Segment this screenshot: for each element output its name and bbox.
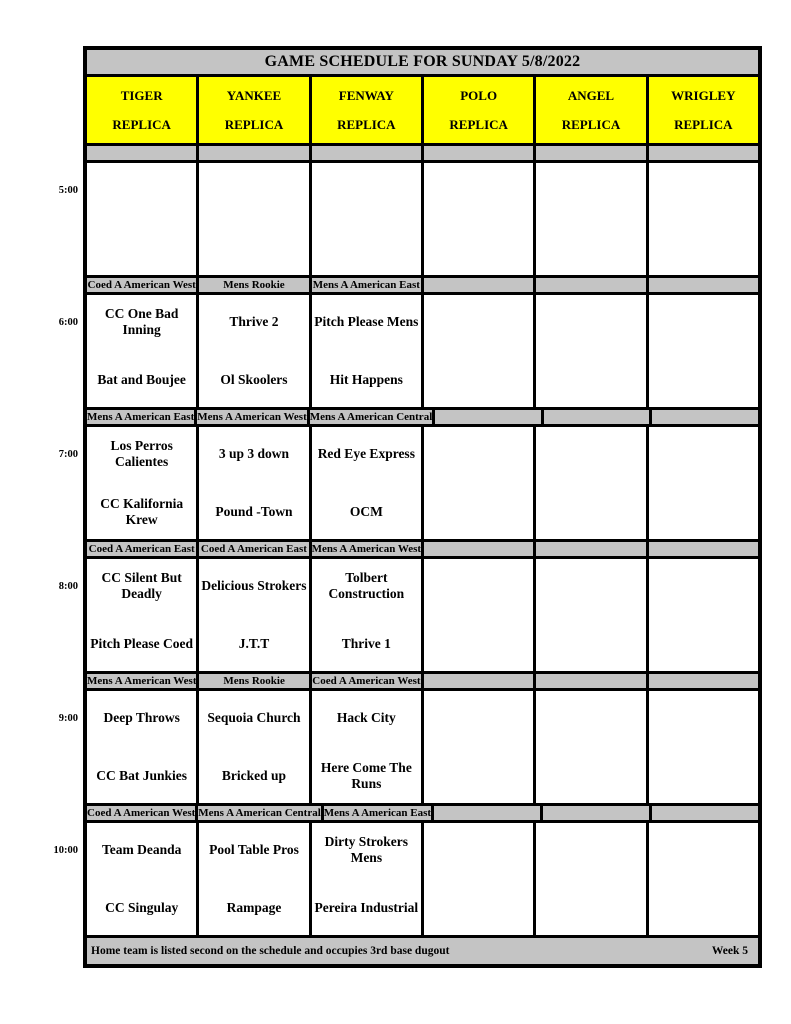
division-label bbox=[652, 806, 758, 820]
home-team bbox=[89, 229, 194, 267]
home-team: Hit Happens bbox=[329, 372, 403, 388]
home-team bbox=[651, 889, 756, 927]
home-team: Pitch Please Coed bbox=[90, 636, 194, 652]
division-label bbox=[424, 278, 533, 292]
away-team: Pitch Please Mens bbox=[314, 314, 419, 330]
game-cell bbox=[87, 427, 196, 539]
game-cell bbox=[649, 163, 758, 275]
division-label bbox=[312, 146, 421, 160]
home-team bbox=[426, 493, 531, 531]
game-cell bbox=[312, 559, 421, 671]
field-type: REPLICA bbox=[449, 116, 508, 132]
time-label: 10:00 bbox=[53, 845, 78, 856]
time-label: 8:00 bbox=[58, 581, 78, 592]
division-label bbox=[536, 674, 645, 688]
division-label bbox=[649, 278, 758, 292]
field-name: POLO bbox=[460, 87, 498, 103]
away-team bbox=[426, 567, 531, 605]
division-strip-row bbox=[87, 806, 758, 820]
away-team bbox=[426, 699, 531, 737]
game-cell bbox=[536, 427, 645, 539]
field-name: ANGEL bbox=[567, 87, 615, 103]
away-team: Red Eye Express bbox=[317, 446, 415, 462]
game-row-500 bbox=[58, 163, 758, 275]
time-label: 7:00 bbox=[58, 449, 78, 460]
home-team bbox=[538, 757, 643, 795]
home-team bbox=[538, 229, 643, 267]
away-team bbox=[538, 699, 643, 737]
game-cell bbox=[424, 295, 533, 407]
game-cell bbox=[312, 163, 421, 275]
away-team: Tolbert Construction bbox=[328, 570, 405, 601]
division-strip-row bbox=[87, 410, 758, 424]
footer-bar bbox=[87, 938, 758, 964]
away-team bbox=[651, 171, 756, 209]
home-team: Thrive 1 bbox=[341, 636, 391, 652]
home-team bbox=[426, 361, 531, 399]
division-label bbox=[543, 806, 649, 820]
home-team: OCM bbox=[349, 504, 383, 520]
division-strip-row bbox=[87, 146, 758, 160]
home-team bbox=[426, 757, 531, 795]
away-team bbox=[538, 171, 643, 209]
field-type: REPLICA bbox=[112, 116, 171, 132]
game-cell bbox=[199, 823, 308, 935]
game-cell bbox=[424, 427, 533, 539]
division-label: Mens A American West bbox=[311, 542, 422, 555]
home-team: CC Singulay bbox=[105, 900, 179, 916]
home-team bbox=[538, 361, 643, 399]
field-type: REPLICA bbox=[337, 116, 396, 132]
game-cell bbox=[87, 163, 196, 275]
division-strip-row bbox=[87, 542, 758, 556]
division-label: Coed A American West bbox=[87, 806, 196, 819]
away-team bbox=[651, 831, 756, 869]
game-cell bbox=[312, 691, 421, 803]
game-cell bbox=[312, 295, 421, 407]
home-team bbox=[201, 229, 306, 267]
division-label: Coed A American West bbox=[87, 278, 196, 291]
game-cell bbox=[199, 691, 308, 803]
division-label: Mens A American West bbox=[87, 674, 197, 687]
division-label bbox=[424, 674, 533, 688]
away-team: CC One Bad Inning bbox=[104, 306, 179, 337]
away-team: Dirty Strokers Mens bbox=[324, 834, 409, 865]
time-label: 5:00 bbox=[58, 185, 78, 196]
field-name: FENWAY bbox=[338, 87, 394, 103]
home-team bbox=[538, 625, 643, 663]
game-cell bbox=[649, 559, 758, 671]
division-label: Mens A American East bbox=[323, 806, 432, 819]
game-row-600 bbox=[58, 295, 758, 407]
field-type: REPLICA bbox=[224, 116, 284, 132]
division-label: Mens Rookie bbox=[199, 674, 308, 688]
away-team bbox=[651, 303, 756, 341]
away-team bbox=[89, 171, 194, 209]
field-header-row bbox=[87, 77, 758, 143]
away-team bbox=[426, 831, 531, 869]
home-team: Ol Skoolers bbox=[220, 372, 288, 388]
away-team: Pool Table Pros bbox=[209, 842, 299, 858]
home-team: Pereira Industrial bbox=[314, 900, 419, 916]
field-name: WRIGLEY bbox=[671, 87, 736, 103]
footer-week: Week 5 bbox=[711, 945, 748, 957]
away-team bbox=[651, 567, 756, 605]
away-team: Team Deanda bbox=[101, 842, 182, 858]
away-team bbox=[201, 171, 306, 209]
away-team bbox=[538, 435, 643, 473]
field-name: YANKEE bbox=[226, 87, 282, 103]
away-team: CC Silent But Deadly bbox=[101, 570, 182, 601]
division-label bbox=[424, 542, 533, 556]
game-cell bbox=[87, 691, 196, 803]
away-team: Los Perros Calientes bbox=[110, 438, 173, 469]
division-label bbox=[649, 146, 758, 160]
away-team bbox=[426, 435, 531, 473]
game-cell bbox=[199, 295, 308, 407]
division-label: Mens A American West bbox=[197, 410, 307, 423]
division-label: Mens A American Central bbox=[198, 806, 321, 819]
game-cell bbox=[424, 823, 533, 935]
home-team: CC Bat Junkies bbox=[96, 768, 188, 784]
division-label bbox=[536, 278, 645, 292]
game-cell bbox=[424, 559, 533, 671]
home-team: J.T.T bbox=[238, 636, 270, 652]
away-team: Hack City bbox=[336, 710, 396, 726]
home-team bbox=[538, 493, 643, 531]
field-type: REPLICA bbox=[674, 116, 733, 132]
away-team bbox=[538, 303, 643, 341]
division-label: Mens A American East bbox=[312, 278, 420, 291]
away-team bbox=[314, 171, 419, 209]
away-team bbox=[651, 435, 756, 473]
game-cell bbox=[199, 559, 308, 671]
game-cell bbox=[649, 691, 758, 803]
field-header-wrigley bbox=[649, 77, 758, 143]
home-team bbox=[651, 625, 756, 663]
game-cell bbox=[649, 823, 758, 935]
field-type: REPLICA bbox=[561, 116, 621, 132]
game-cell bbox=[312, 427, 421, 539]
away-team bbox=[538, 567, 643, 605]
division-label: Mens A American East bbox=[87, 410, 195, 423]
game-row-900 bbox=[58, 691, 758, 803]
division-label: Mens Rookie bbox=[199, 278, 308, 292]
field-header-fenway bbox=[312, 77, 421, 143]
home-team bbox=[538, 889, 643, 927]
game-row-1000 bbox=[53, 823, 758, 935]
division-label bbox=[536, 542, 645, 556]
game-cell bbox=[199, 163, 308, 275]
division-label: Coed A American West bbox=[312, 674, 421, 687]
division-label bbox=[652, 410, 758, 424]
game-cell bbox=[536, 163, 645, 275]
division-label bbox=[536, 146, 645, 160]
home-team: CC Kalifornia Krew bbox=[100, 496, 184, 527]
game-row-800 bbox=[58, 559, 758, 671]
division-label bbox=[199, 146, 308, 160]
division-label bbox=[544, 410, 650, 424]
game-cell bbox=[536, 559, 645, 671]
home-team bbox=[426, 889, 531, 927]
away-team: Delicious Strokers bbox=[201, 578, 307, 594]
division-label: Mens A American Central bbox=[309, 410, 433, 423]
division-label bbox=[649, 542, 758, 556]
division-label bbox=[87, 146, 196, 160]
home-team: Bat and Boujee bbox=[97, 372, 186, 388]
game-cell bbox=[199, 427, 308, 539]
schedule-table bbox=[53, 46, 762, 968]
home-team bbox=[426, 229, 531, 267]
game-cell bbox=[536, 823, 645, 935]
division-label: Coed A American East bbox=[88, 542, 195, 555]
home-team bbox=[651, 361, 756, 399]
away-team: Thrive 2 bbox=[229, 314, 279, 330]
game-cell bbox=[649, 295, 758, 407]
field-header-yankee bbox=[199, 77, 308, 143]
division-strip-row bbox=[87, 674, 758, 688]
game-cell bbox=[424, 163, 533, 275]
away-team bbox=[538, 831, 643, 869]
game-cell bbox=[536, 691, 645, 803]
home-team bbox=[651, 229, 756, 267]
game-cell bbox=[87, 559, 196, 671]
time-label: 9:00 bbox=[58, 713, 78, 724]
away-team bbox=[426, 171, 531, 209]
field-header-tiger bbox=[87, 77, 196, 143]
field-header-polo bbox=[424, 77, 533, 143]
game-cell bbox=[536, 295, 645, 407]
away-team: 3 up 3 down bbox=[218, 446, 290, 462]
division-label bbox=[435, 410, 541, 424]
division-strip-row bbox=[87, 278, 758, 292]
division-label bbox=[434, 806, 540, 820]
away-team bbox=[426, 303, 531, 341]
game-cell bbox=[312, 823, 421, 935]
division-label bbox=[424, 146, 533, 160]
division-label bbox=[649, 674, 758, 688]
away-team bbox=[651, 699, 756, 737]
home-team: Bricked up bbox=[221, 768, 287, 784]
footer-note: Home team is listed second on the schedule and occupies 3rd base dugout bbox=[91, 945, 450, 957]
field-name: TIGER bbox=[120, 87, 163, 103]
home-team bbox=[426, 625, 531, 663]
home-team: Rampage bbox=[226, 900, 282, 916]
page-title: GAME SCHEDULE FOR SUNDAY 5/8/2022 bbox=[87, 50, 758, 74]
game-row-700 bbox=[58, 427, 758, 539]
game-cell bbox=[649, 427, 758, 539]
field-header-angel bbox=[536, 77, 645, 143]
game-cell bbox=[424, 691, 533, 803]
time-label: 6:00 bbox=[58, 317, 78, 328]
division-label: Coed A American East bbox=[200, 542, 307, 555]
away-team: Sequoia Church bbox=[207, 710, 301, 726]
home-team bbox=[651, 493, 756, 531]
game-cell bbox=[87, 823, 196, 935]
home-team: Here Come The Runs bbox=[320, 760, 412, 791]
home-team: Pound -Town bbox=[215, 504, 293, 520]
home-team bbox=[651, 757, 756, 795]
game-cell bbox=[87, 295, 196, 407]
away-team: Deep Throws bbox=[103, 710, 180, 726]
home-team bbox=[314, 229, 419, 267]
